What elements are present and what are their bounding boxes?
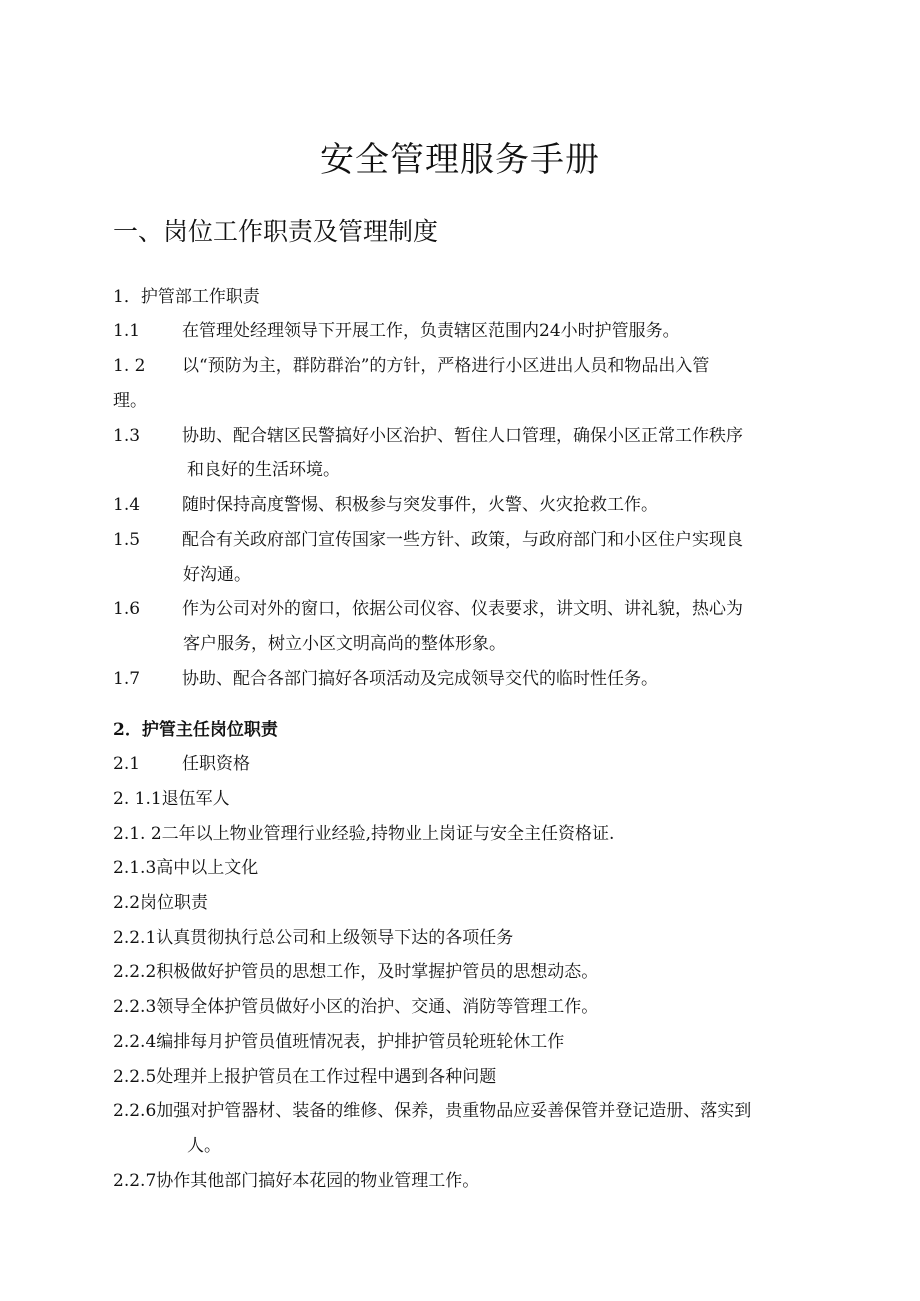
item-text: 随时保持高度警惕、积极参与突发事件，火警、火灾抢救工作。 [182, 495, 658, 515]
list-item [113, 528, 743, 552]
section-2-heading: 2．护管主任岗位职责 [113, 720, 278, 740]
item-number: 1. 2 [113, 356, 146, 376]
item-text: 协助、配合各部门搞好各项活动及完成领导交代的临时性任务。 [182, 669, 658, 689]
document-title: 安全管理服务手册 [320, 140, 600, 180]
item-continuation: 客户服务，树立小区文明高尚的整体形象。 [183, 634, 506, 654]
item-number: 1.1 [113, 321, 141, 341]
item-text: 任职资格 [182, 754, 250, 774]
item-continuation: 好沟通。 [183, 565, 251, 585]
list-item: 2.2.3领导全体护管员做好小区的治护、交通、消防等管理工作。 [113, 997, 599, 1017]
list-item [113, 424, 743, 448]
item-continuation: 人。 [187, 1136, 221, 1156]
item-number: 1.3 [113, 426, 141, 446]
list-item: 2.2.1认真贯彻执行总公司和上级领导下达的各项任务 [113, 928, 514, 948]
subsection-heading [113, 752, 250, 776]
item-continuation: 理。 [113, 391, 147, 411]
list-item: 2.2.4编排每月护管员值班情况表，护排护管员轮班轮休工作 [113, 1032, 565, 1052]
item-number: 1.7 [113, 669, 141, 689]
subsection-heading: 2.2岗位职责 [113, 893, 209, 913]
item-text: 在管理处经理领导下开展工作，负责辖区范围内24小时护管服务。 [182, 321, 680, 341]
list-item [113, 597, 743, 621]
chapter-heading: 一、岗位工作职责及管理制度 [113, 217, 439, 246]
list-item [113, 667, 658, 691]
item-text: 协助、配合辖区民警搞好小区治护、暂住人口管理，确保小区正常工作秩序 [182, 426, 743, 446]
item-continuation: 和良好的生活环境。 [187, 460, 340, 480]
list-item: 2.2.5处理并上报护管员在工作过程中遇到各种问题 [113, 1067, 497, 1087]
item-number: 1.5 [113, 530, 141, 550]
item-text: 作为公司对外的窗口，依据公司仪容、仪表要求，讲文明、讲礼貌，热心为 [182, 599, 743, 619]
item-number: 1.4 [113, 495, 141, 515]
list-item [113, 319, 680, 343]
list-item: 2.1.3高中以上文化 [113, 858, 259, 878]
item-text: 配合有关政府部门宣传国家一些方针、政策，与政府部门和小区住户实现良 [182, 530, 743, 550]
list-item: 2.2.6加强对护管器材、装备的维修、保养，贵重物品应妥善保管并登记造册、落实到 [113, 1101, 752, 1121]
list-item [113, 354, 709, 378]
item-number: 2.1 [113, 754, 141, 774]
list-item [113, 493, 658, 517]
list-item: 2. 1.1退伍军人 [113, 789, 230, 809]
list-item: 2.2.2积极做好护管员的思想工作，及时掌握护管员的思想动态。 [113, 962, 599, 982]
item-number: 1.6 [113, 599, 141, 619]
list-item: 2.1. 2二年以上物业管理行业经验,持物业上岗证与安全主任资格证. [113, 824, 615, 844]
item-text: 以“预防为主，群防群治”的方针，严格进行小区进出人员和物品出入管 [182, 356, 710, 376]
section-1-heading: 1．护管部工作职责 [113, 287, 260, 307]
list-item: 2.2.7协作其他部门搞好本花园的物业管理工作。 [113, 1171, 480, 1191]
